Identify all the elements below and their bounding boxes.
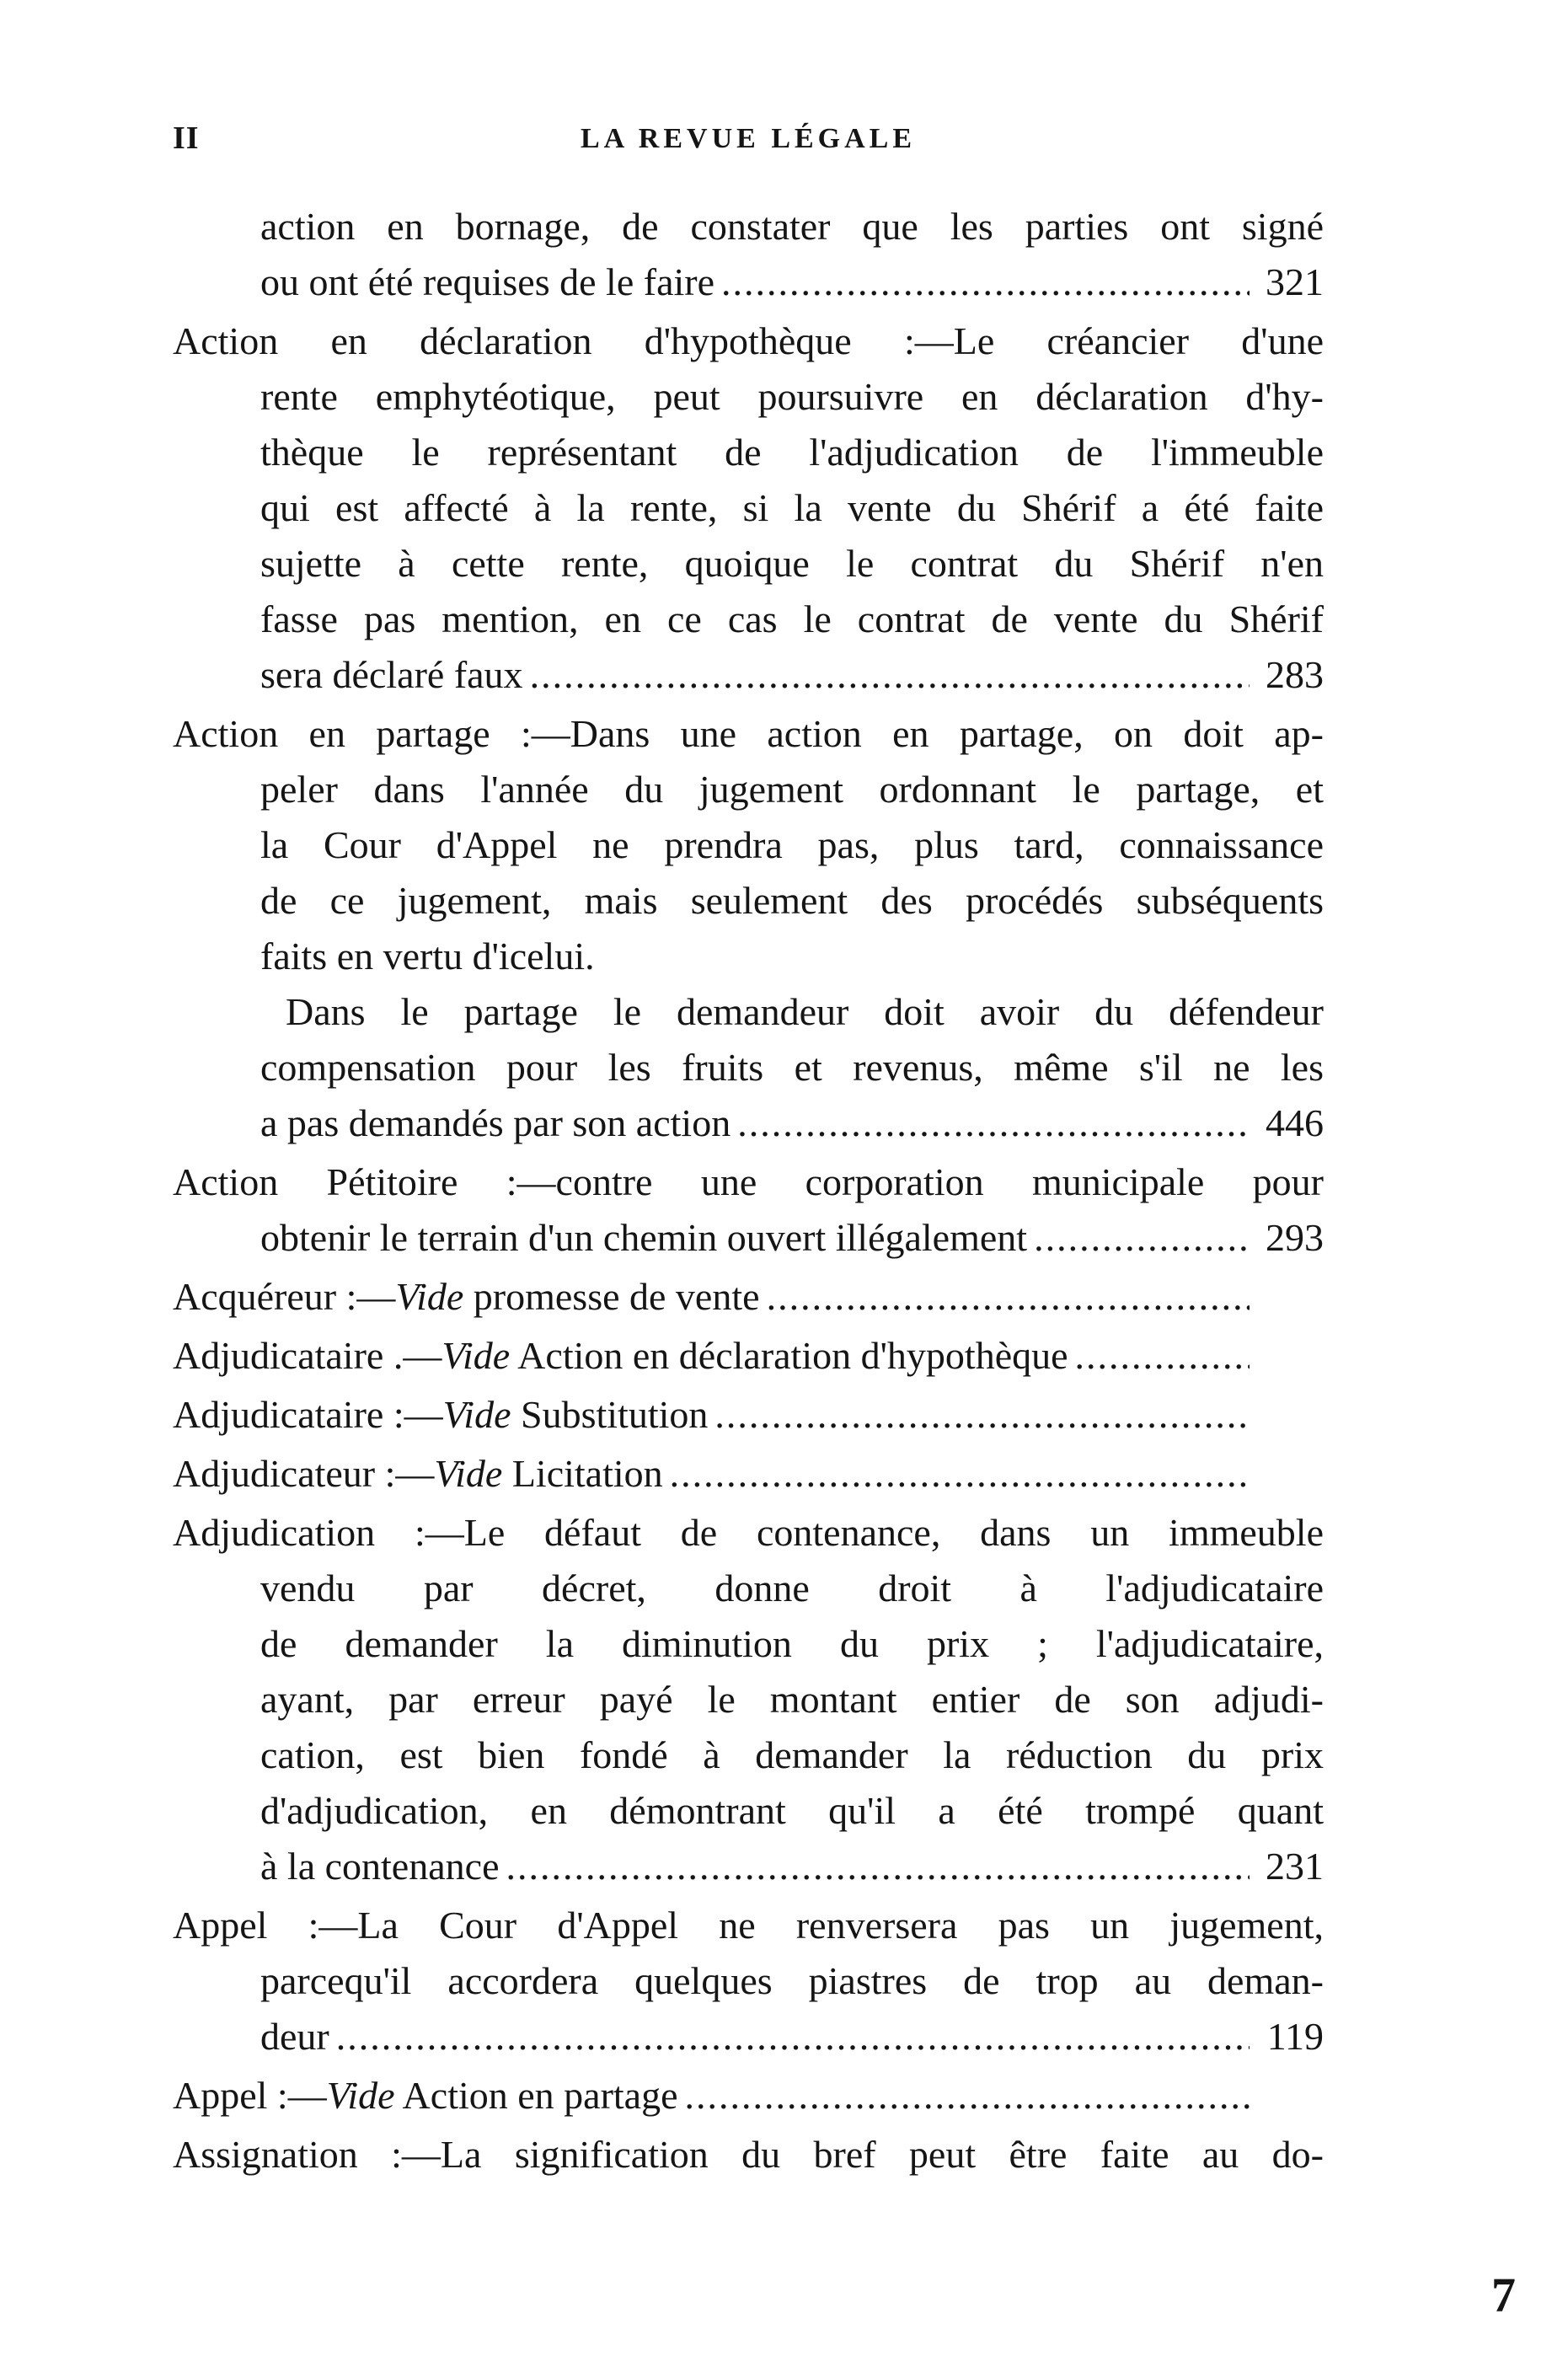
corner-mark: 7 bbox=[1491, 2268, 1516, 2322]
entry-text: parcequ'il accordera quelques piastres de trop au deman- bbox=[260, 1959, 1324, 2002]
entry-body: Substitution bbox=[511, 1393, 709, 1436]
index-line bbox=[173, 1154, 1324, 1210]
index-entry bbox=[173, 2068, 1324, 2124]
index-line bbox=[173, 369, 1324, 425]
dot-leader bbox=[506, 1839, 1250, 1894]
index-line bbox=[173, 536, 1324, 592]
index-line bbox=[173, 706, 1324, 762]
entry-text bbox=[173, 1387, 708, 1443]
entry-text: Adjudication :—Le défaut de contenance, dans un immeuble bbox=[173, 1511, 1324, 1554]
entry-text: Action en déclaration d'hypothèque :—Le créancier d'une bbox=[173, 319, 1324, 362]
entry-text bbox=[173, 2068, 678, 2124]
entry-body: sera déclaré faux bbox=[260, 653, 523, 696]
vide-reference: Vide bbox=[395, 1275, 464, 1318]
index-entry bbox=[173, 2127, 1324, 2183]
entry-body: deur bbox=[260, 2015, 329, 2058]
page-reference: 231 bbox=[1266, 1845, 1324, 1888]
index-line bbox=[173, 1672, 1324, 1727]
index-line bbox=[173, 1210, 1324, 1266]
index-line bbox=[173, 2009, 1324, 2065]
page-number: II bbox=[173, 121, 200, 156]
entry-text: qui est affecté à la rente, si la vente du Shérif a été faite bbox=[260, 486, 1324, 529]
index-line bbox=[173, 1783, 1324, 1839]
dot-leader bbox=[530, 647, 1250, 703]
journal-title: LA REVUE LÉGALE bbox=[580, 123, 917, 154]
index-line bbox=[173, 1727, 1324, 1783]
entry-text: sujette à cette rente, quoique le contrat du Shérif n'en bbox=[260, 542, 1324, 585]
index-line bbox=[173, 1898, 1324, 1953]
entry-text bbox=[173, 1446, 663, 1502]
index-entry bbox=[173, 706, 1324, 1151]
entry-text bbox=[173, 1269, 760, 1325]
index-line bbox=[173, 199, 1324, 254]
entry-text: de demander la diminution du prix ; l'adjudicataire, bbox=[260, 1622, 1324, 1665]
entry-text: la Cour d'Appel ne prendra pas, plus tard, connaissance bbox=[260, 823, 1324, 866]
dot-leader bbox=[336, 2009, 1250, 2065]
entry-text: Dans le partage le demandeur doit avoir du défendeur bbox=[286, 990, 1324, 1033]
entry-body: Action en déclaration d'hypothèque bbox=[510, 1334, 1068, 1377]
dot-leader bbox=[767, 1269, 1250, 1325]
index-line bbox=[173, 2127, 1324, 2183]
index-line bbox=[173, 2068, 1324, 2124]
entry-text: rente emphytéotique, peut poursuivre en déclaration d'hy- bbox=[260, 375, 1324, 418]
entry-text: Appel :—La Cour d'Appel ne renversera pas un jugement, bbox=[173, 1904, 1324, 1947]
page-reference: 119 bbox=[1266, 2015, 1324, 2058]
index-list bbox=[173, 199, 1324, 2186]
entry-text: Assignation :—La signification du bref peut être faite au do- bbox=[173, 2133, 1324, 2176]
entry-text bbox=[260, 254, 714, 310]
entry-text: de ce jugement, mais seulement des procédés subséquents bbox=[260, 879, 1324, 922]
entry-body: Action en partage bbox=[394, 2074, 678, 2117]
entry-text bbox=[260, 647, 523, 703]
entry-text: thèque le représentant de l'adjudication de l'immeuble bbox=[260, 431, 1324, 474]
index-line bbox=[173, 1446, 1324, 1502]
entry-text bbox=[260, 2009, 329, 2065]
index-line bbox=[173, 1561, 1324, 1616]
dot-leader bbox=[1075, 1328, 1250, 1384]
index-line bbox=[173, 425, 1324, 480]
index-line bbox=[173, 762, 1324, 817]
index-line bbox=[173, 1040, 1324, 1095]
page-reference: 446 bbox=[1266, 1101, 1324, 1144]
entry-text: d'adjudication, en démontrant qu'il a été trompé quant bbox=[260, 1789, 1324, 1832]
index-line bbox=[173, 1269, 1324, 1325]
entry-text: fasse pas mention, en ce cas le contrat de vente du Shérif bbox=[260, 597, 1324, 640]
index-entry bbox=[173, 1269, 1324, 1325]
index-entry bbox=[173, 1328, 1324, 1384]
index-line bbox=[173, 1953, 1324, 2009]
index-entry bbox=[173, 1898, 1324, 2065]
entry-text: action en bornage, de constater que les parties ont signé bbox=[260, 205, 1324, 248]
index-line bbox=[173, 817, 1324, 873]
index-line bbox=[173, 647, 1324, 703]
index-entry bbox=[173, 1387, 1324, 1443]
index-line bbox=[173, 254, 1324, 310]
index-line bbox=[173, 929, 1324, 984]
index-line bbox=[173, 1839, 1324, 1894]
entry-heading: Adjudicateur :— bbox=[173, 1452, 435, 1495]
entry-text: Action Pétitoire :—contre une corporation municipale pour bbox=[173, 1160, 1324, 1203]
index-line bbox=[173, 313, 1324, 369]
dot-leader bbox=[670, 1446, 1250, 1502]
index-entry bbox=[173, 199, 1324, 310]
index-line bbox=[173, 1616, 1324, 1672]
index-line bbox=[173, 873, 1324, 929]
entry-text bbox=[260, 1210, 1027, 1266]
entry-text: cation, est bien fondé à demander la réduction du prix bbox=[260, 1733, 1324, 1776]
vide-reference: Vide bbox=[326, 2074, 395, 2117]
page-reference: 321 bbox=[1266, 260, 1324, 303]
entry-text: Action en partage :—Dans une action en partage, on doit ap- bbox=[173, 712, 1324, 755]
dot-leader bbox=[721, 254, 1250, 310]
entry-heading: Acquéreur :— bbox=[173, 1275, 396, 1318]
index-line bbox=[173, 480, 1324, 536]
dot-leader bbox=[737, 1095, 1250, 1151]
entry-body: ou ont été requises de le faire bbox=[260, 260, 714, 303]
entry-heading: Appel :— bbox=[173, 2074, 327, 2117]
entry-body: Licitation bbox=[502, 1452, 663, 1495]
index-line bbox=[173, 1505, 1324, 1561]
page-reference: 283 bbox=[1266, 653, 1324, 696]
index-line bbox=[173, 1328, 1324, 1384]
entry-heading: Adjudicataire .— bbox=[173, 1334, 442, 1377]
entry-text bbox=[260, 1839, 499, 1894]
entry-heading: Adjudicataire :— bbox=[173, 1393, 443, 1436]
index-entry bbox=[173, 1446, 1324, 1502]
dot-leader bbox=[685, 2068, 1250, 2124]
entry-text: peler dans l'année du jugement ordonnant le partage, et bbox=[260, 768, 1324, 811]
entry-body: obtenir le terrain d'un chemin ouvert illégalement bbox=[260, 1216, 1028, 1259]
index-line bbox=[173, 592, 1324, 647]
entry-text bbox=[173, 1328, 1068, 1384]
vide-reference: Vide bbox=[442, 1393, 511, 1436]
running-head bbox=[173, 120, 1324, 162]
dot-leader bbox=[714, 1387, 1250, 1443]
index-entry bbox=[173, 1154, 1324, 1266]
index-line bbox=[173, 984, 1324, 1040]
index-entry bbox=[173, 313, 1324, 703]
entry-text: vendu par décret, donne droit à l'adjudicataire bbox=[260, 1567, 1324, 1609]
index-line bbox=[173, 1095, 1324, 1151]
dot-leader bbox=[1034, 1210, 1250, 1266]
vide-reference: Vide bbox=[442, 1334, 511, 1377]
index-entry bbox=[173, 1505, 1324, 1894]
page-reference: 293 bbox=[1266, 1216, 1324, 1259]
entry-body: a pas demandés par son action bbox=[260, 1101, 731, 1144]
index-line bbox=[173, 1387, 1324, 1443]
entry-text: faits en vertu d'icelui. bbox=[260, 935, 595, 977]
entry-text: ayant, par erreur payé le montant entier de son adjudi- bbox=[260, 1678, 1324, 1721]
vide-reference: Vide bbox=[434, 1452, 503, 1495]
entry-body: à la contenance bbox=[260, 1845, 500, 1888]
entry-text: compensation pour les fruits et revenus, même s'il ne les bbox=[260, 1046, 1324, 1089]
entry-body: promesse de vente bbox=[463, 1275, 760, 1318]
entry-text bbox=[260, 1095, 730, 1151]
